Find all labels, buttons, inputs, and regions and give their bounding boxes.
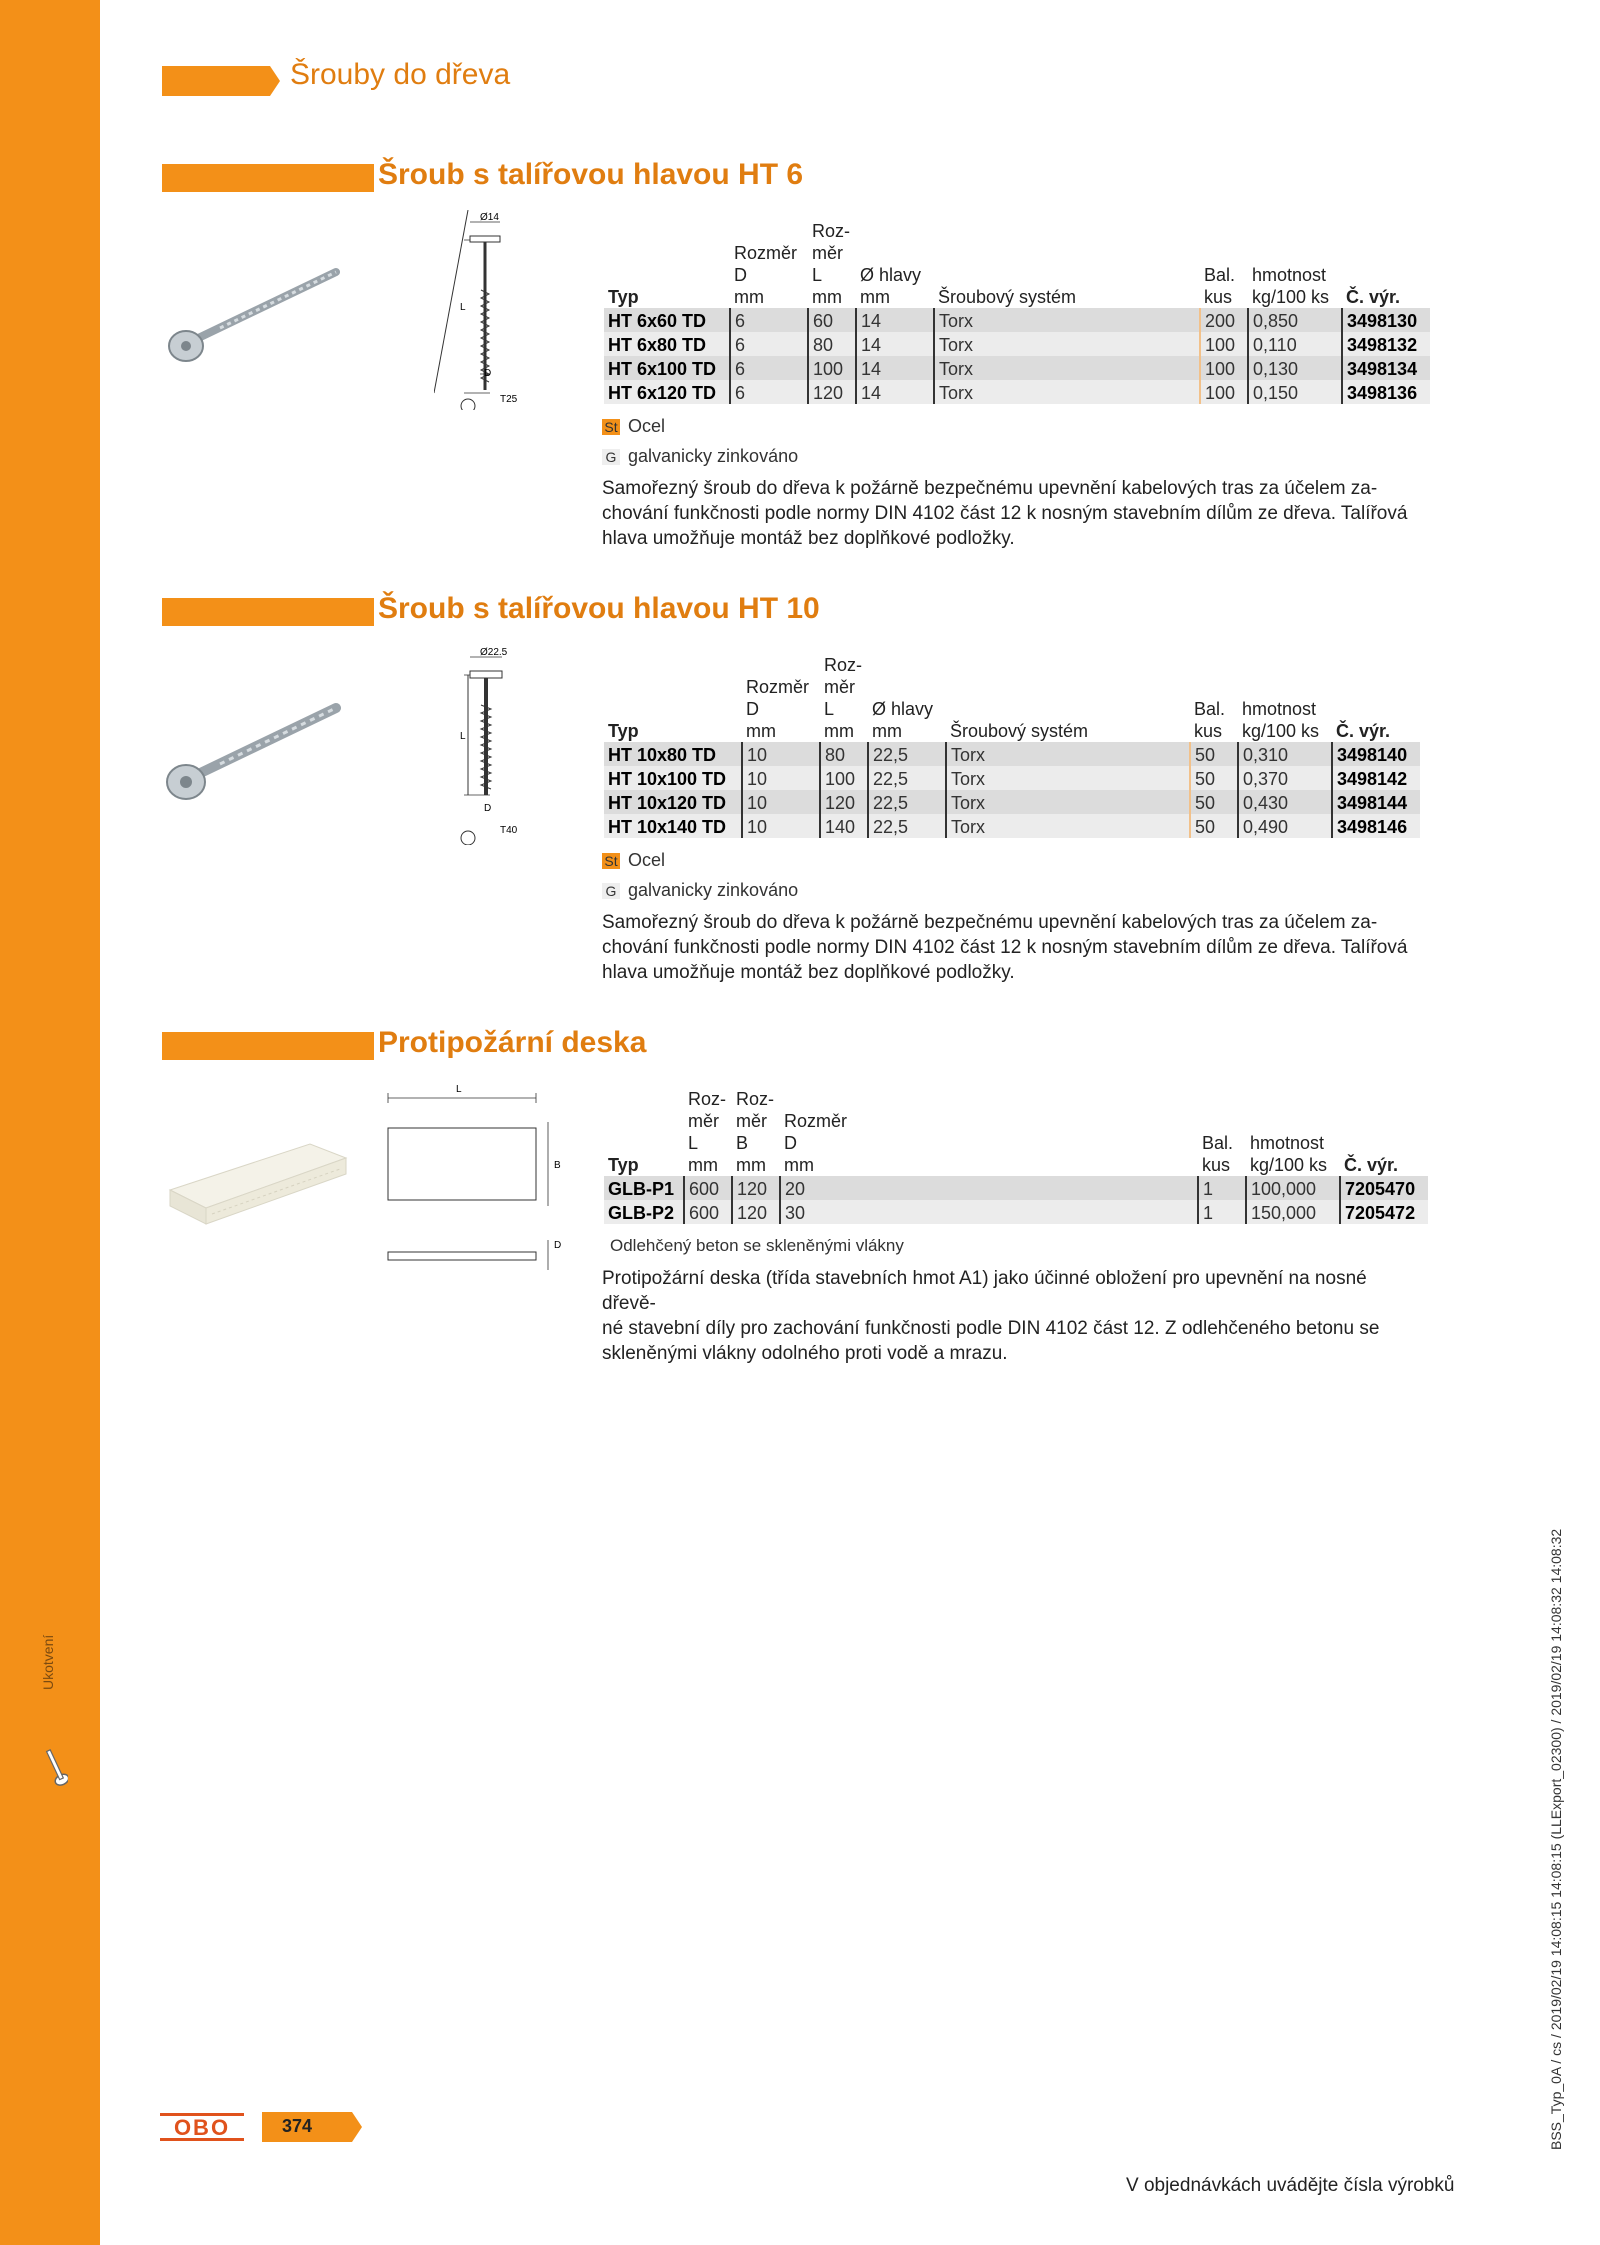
cell-head: 22,5 (868, 790, 946, 814)
cell-article: 7205472 (1340, 1200, 1428, 1224)
col-header-system: Šroubový systém (938, 287, 1077, 307)
cell-weight: 0,130 (1248, 356, 1342, 380)
cell-weight: 0,310 (1238, 742, 1332, 766)
product-table-ht10 (604, 654, 1420, 838)
material-label: galvanicky zinkováno (628, 880, 799, 900)
dim-b: B (554, 1160, 561, 1171)
col-header-bal: Bal. kus (1204, 265, 1236, 307)
cell-type: HT 6x100 TD (608, 359, 717, 379)
page-number: 374 (282, 2116, 313, 2136)
product-table-board (604, 1088, 1428, 1224)
col-header-weight: hmotnost kg/100 ks (1252, 265, 1330, 307)
cell-l: 600 (684, 1176, 732, 1200)
table-row (604, 1200, 1428, 1224)
cell-weight: 0,110 (1248, 332, 1342, 356)
cell-l: 140 (820, 814, 868, 838)
dim-length: L (460, 731, 466, 742)
cell-weight: 0,150 (1248, 380, 1342, 404)
section-title-board: Protipožární deska (378, 1026, 647, 1059)
cell-article: 3498144 (1332, 790, 1420, 814)
logo-text: OBO (173, 2115, 231, 2140)
cell-d: 6 (730, 356, 808, 380)
header-bar (162, 66, 270, 96)
cell-l: 100 (820, 766, 868, 790)
cell-b: 120 (732, 1200, 780, 1224)
dim-length: L (460, 302, 466, 313)
table-row (604, 742, 1420, 766)
screw-photo-ht6 (160, 260, 350, 370)
cell-bal: 50 (1190, 790, 1238, 814)
page-title: Šrouby do dřeva (290, 58, 511, 91)
cell-head: 14 (856, 356, 934, 380)
cell-d: 30 (780, 1200, 1198, 1224)
col-header-l: Roz- měr L mm (812, 221, 851, 307)
section-title-ht6: Šroub s talířovou hlavou HT 6 (378, 158, 804, 191)
cell-type: HT 6x120 TD (608, 383, 717, 403)
cell-l: 80 (820, 742, 868, 766)
sidebar-band (0, 0, 100, 2245)
col-header-bal: Bal. kus (1202, 1133, 1234, 1175)
dim-diameter: Ø14 (480, 212, 499, 223)
col-header-weight: hmotnost kg/100 ks (1242, 699, 1320, 741)
description-ht6: Samořezný šroub do dřeva k požárně bezpečnému upevnění kabelových tras za účelem za- chování funkčnosti podle normy DIN 4102 část 12 k nosným stavebním dílům ze dřeva. Talířová hlava umožňuje montáž bez doplňkové podložky. (602, 478, 1408, 549)
cell-type: HT 10x120 TD (608, 793, 727, 813)
cell-weight: 100,000 (1246, 1176, 1340, 1200)
dim-d: D (484, 803, 492, 814)
cell-bal: 200 (1200, 308, 1248, 332)
cell-weight: 0,370 (1238, 766, 1332, 790)
col-header-weight: hmotnost kg/100 ks (1250, 1133, 1328, 1175)
header-bar-tip (270, 66, 280, 96)
cell-system: Torx (934, 380, 1200, 404)
col-header-l: Roz- měr L mm (824, 655, 863, 741)
col-header-d: Rozměr D mm (784, 1111, 848, 1175)
cell-head: 22,5 (868, 742, 946, 766)
table-row (604, 356, 1430, 380)
dim-d: D (554, 1240, 562, 1251)
cell-d: 6 (730, 332, 808, 356)
material-code: G (602, 449, 620, 465)
cell-article: 3498140 (1332, 742, 1420, 766)
cell-l: 600 (684, 1200, 732, 1224)
section-marker (162, 164, 374, 192)
cell-weight: 0,430 (1238, 790, 1332, 814)
section-marker (162, 1032, 374, 1060)
table-row (604, 766, 1420, 790)
material-note: Odlehčený beton se skleněnými vlákny (610, 1236, 904, 1255)
cell-type: HT 6x80 TD (608, 335, 707, 355)
cell-type: HT 6x60 TD (608, 311, 707, 331)
screw-photo-ht10 (160, 696, 350, 806)
cell-d: 6 (730, 380, 808, 404)
cell-l: 80 (808, 332, 856, 356)
cell-system: Torx (946, 814, 1190, 838)
product-table-ht6 (604, 220, 1430, 404)
cell-article: 3498136 (1342, 380, 1430, 404)
cell-head: 14 (856, 308, 934, 332)
technical-drawing-board (380, 1080, 580, 1290)
cell-article: 3498132 (1342, 332, 1430, 356)
dim-d: D (484, 368, 492, 379)
cell-bal: 50 (1190, 766, 1238, 790)
cell-l: 120 (820, 790, 868, 814)
technical-drawing-ht10 (434, 645, 544, 845)
cell-bal: 1 (1198, 1200, 1246, 1224)
cell-system: Torx (946, 742, 1190, 766)
cell-type: GLB-P2 (608, 1203, 675, 1223)
screw-icon (44, 1745, 68, 1789)
board-photo (160, 1140, 360, 1230)
col-header-bal: Bal. kus (1194, 699, 1226, 741)
col-header-article: Č. výr. (1346, 287, 1401, 307)
cell-weight: 150,000 (1246, 1200, 1340, 1224)
cell-d: 10 (742, 766, 820, 790)
cell-article: 7205470 (1340, 1176, 1428, 1200)
col-header-l: Roz- měr L mm (688, 1089, 727, 1175)
cell-l: 60 (808, 308, 856, 332)
col-header-head: Ø hlavy mm (860, 265, 922, 307)
material-label: galvanicky zinkováno (628, 446, 799, 466)
col-header-typ: Typ (608, 287, 639, 307)
cell-d: 20 (780, 1176, 1198, 1200)
cell-weight: 0,850 (1248, 308, 1342, 332)
material-label: Ocel (628, 850, 666, 870)
cell-system: Torx (946, 790, 1190, 814)
cell-d: 6 (730, 308, 808, 332)
cell-l: 120 (808, 380, 856, 404)
material-galvanized (602, 446, 798, 467)
col-header-d: Rozměr D mm (746, 677, 810, 741)
cell-system: Torx (946, 766, 1190, 790)
cell-head: 22,5 (868, 766, 946, 790)
cell-type: HT 10x140 TD (608, 817, 727, 837)
cell-d: 10 (742, 742, 820, 766)
table-row (604, 814, 1420, 838)
cell-head: 14 (856, 332, 934, 356)
footer-hint: V objednávkách uvádějte čísla výrobků (1126, 2175, 1455, 2196)
material-steel (602, 416, 665, 437)
col-header-typ: Typ (608, 1155, 639, 1175)
col-header-article: Č. výr. (1344, 1155, 1399, 1175)
description-board: Protipožární deska (třída stavebních hmot A1) jako účinné obložení pro upevnění na nosné dřevě- né stavební díly pro zachování funkčnosti podle DIN 4102 část 12. Z odlehčeného betonu se skleněnými vlákny odolného proti vodě a mrazu. (602, 1268, 1380, 1364)
cell-bal: 1 (1198, 1176, 1246, 1200)
cell-article: 3498134 (1342, 356, 1430, 380)
col-header-article: Č. výr. (1336, 721, 1391, 741)
material-steel (602, 850, 665, 871)
cell-system: Torx (934, 308, 1200, 332)
cell-article: 3498146 (1332, 814, 1420, 838)
obo-logo (160, 2112, 244, 2142)
page-number-tip (352, 2112, 362, 2142)
material-label: Ocel (628, 416, 666, 436)
cell-bal: 100 (1200, 332, 1248, 356)
section-title-ht10: Šroub s talířovou hlavou HT 10 (378, 592, 820, 625)
drive-label: T40 (500, 825, 518, 836)
dim-length: L (456, 1084, 462, 1095)
table-row (604, 1176, 1428, 1200)
cell-system: Torx (934, 332, 1200, 356)
table-row (604, 332, 1430, 356)
cell-b: 120 (732, 1176, 780, 1200)
cell-type: GLB-P1 (608, 1179, 675, 1199)
material-code: St (602, 853, 620, 869)
drive-label: T25 (500, 394, 518, 405)
cell-article: 3498142 (1332, 766, 1420, 790)
table-row (604, 380, 1430, 404)
sidebar-label: Ukotvení (40, 1634, 56, 1690)
cell-article: 3498130 (1342, 308, 1430, 332)
cell-head: 14 (856, 380, 934, 404)
export-meta: BSS_Typ_0A / cs / 2019/02/19 14:08:15 14:08:15 (LLExport_02300) / 2019/02/19 14:08:32 14:08:32 (1548, 1528, 1564, 2150)
cell-type: HT 10x80 TD (608, 745, 717, 765)
col-header-typ: Typ (608, 721, 639, 741)
material-code: G (602, 883, 620, 899)
col-header-head: Ø hlavy mm (872, 699, 934, 741)
col-header-d: Rozměr D mm (734, 243, 798, 307)
material-galvanized (602, 880, 798, 901)
col-header-b: Roz- měr B mm (736, 1089, 775, 1175)
description-ht10: Samořezný šroub do dřeva k požárně bezpečnému upevnění kabelových tras za účelem za- chování funkčnosti podle normy DIN 4102 část 12 k nosným stavebním dílům ze dřeva. Talířová hlava umožňuje montáž bez doplňkové podložky. (602, 912, 1408, 983)
cell-type: HT 10x100 TD (608, 769, 727, 789)
cell-l: 100 (808, 356, 856, 380)
cell-bal: 100 (1200, 356, 1248, 380)
material-code: St (602, 419, 620, 435)
cell-bal: 100 (1200, 380, 1248, 404)
dim-diameter: Ø22.5 (480, 647, 508, 658)
cell-d: 10 (742, 790, 820, 814)
cell-bal: 50 (1190, 814, 1238, 838)
cell-d: 10 (742, 814, 820, 838)
table-row (604, 790, 1420, 814)
col-header-system: Šroubový systém (950, 721, 1089, 741)
cell-head: 22,5 (868, 814, 946, 838)
table-row (604, 308, 1430, 332)
section-marker (162, 598, 374, 626)
cell-weight: 0,490 (1238, 814, 1332, 838)
cell-system: Torx (934, 356, 1200, 380)
cell-bal: 50 (1190, 742, 1238, 766)
technical-drawing-ht6 (434, 210, 544, 410)
